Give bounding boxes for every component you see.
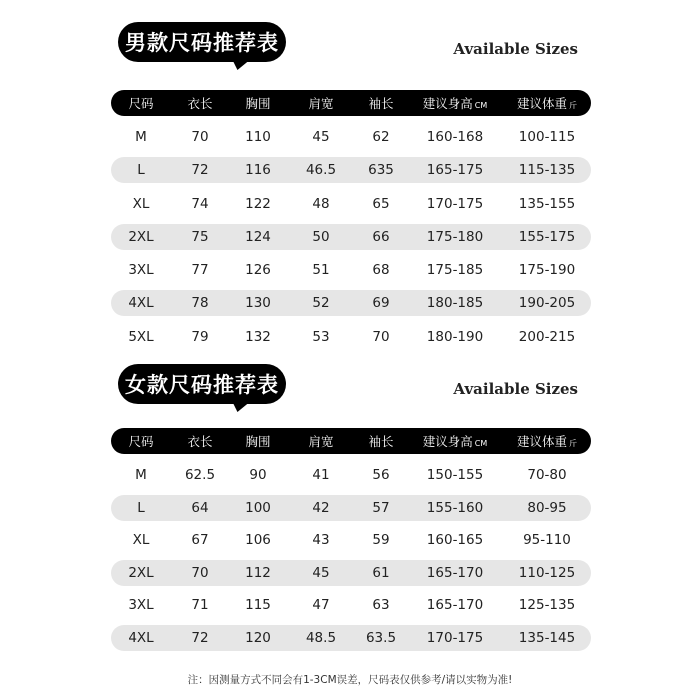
cell-size: 3XL	[128, 262, 154, 279]
cell-weight: 155-175	[518, 228, 576, 245]
women-title-bubble	[118, 364, 286, 404]
cell-sleeve: 63.5	[365, 629, 397, 646]
cell-chest: 120	[245, 629, 271, 646]
cell-length: 74	[191, 195, 209, 212]
cell-sleeve: 56	[372, 467, 390, 483]
cell-shoulder: 43	[312, 532, 330, 548]
women-available-sizes: Available Sizes	[453, 380, 578, 398]
cell-length: 67	[191, 532, 209, 548]
cell-height: 160-165	[426, 532, 484, 548]
cell-chest: 116	[245, 162, 271, 179]
header-size: 尺码	[128, 434, 154, 449]
women-title: 女款尺码推荐表	[125, 373, 279, 397]
cell-length: 70	[191, 129, 209, 145]
cell-weight: 80-95	[527, 499, 567, 516]
men-title-bubble	[118, 22, 286, 62]
cell-chest: 106	[245, 532, 271, 548]
cell-sleeve: 70	[372, 328, 390, 345]
cell-chest: 132	[245, 328, 271, 345]
men-size-table	[111, 90, 591, 357]
cell-height: 170-175	[426, 195, 484, 212]
cell-size: 4XL	[128, 629, 154, 646]
cell-shoulder: 48	[312, 195, 330, 212]
table-row	[111, 560, 591, 586]
cell-length: 79	[191, 328, 209, 345]
women-size-table	[111, 428, 591, 657]
table-row	[111, 495, 591, 521]
cell-size: M	[135, 129, 147, 145]
cell-chest: 124	[245, 228, 271, 245]
cell-height: 165-175	[426, 162, 484, 179]
cell-height: 170-175	[426, 629, 484, 646]
cell-shoulder: 48.5	[305, 629, 337, 646]
cell-shoulder: 53	[312, 328, 330, 345]
cell-length: 62.5	[184, 467, 216, 483]
speech-tail-icon	[225, 398, 254, 412]
header-length: 衣长	[187, 434, 213, 449]
cell-shoulder: 50	[312, 228, 330, 245]
cell-sleeve: 57	[372, 499, 390, 516]
cell-chest: 115	[245, 597, 271, 613]
cell-chest: 130	[245, 295, 271, 312]
cell-sleeve: 62	[372, 129, 390, 145]
cell-chest: 126	[245, 262, 271, 279]
cell-size: XL	[132, 195, 150, 212]
cell-chest: 122	[245, 195, 271, 212]
table-row	[111, 290, 591, 316]
cell-size: L	[137, 162, 145, 179]
footer-note: 注：因测量方式不同会有1-3CM误差，尺码表仅供参考/请以实物为准!	[187, 674, 513, 686]
table-row	[111, 224, 591, 250]
header-shoulder: 肩宽	[308, 96, 334, 111]
cell-length: 75	[191, 228, 209, 245]
cell-height: 160-168	[426, 129, 484, 145]
cell-length: 77	[191, 262, 209, 279]
cell-height: 165-170	[426, 564, 484, 581]
cell-size: 2XL	[128, 228, 154, 245]
cell-height: 175-180	[426, 228, 484, 245]
header-size: 尺码	[128, 96, 154, 111]
table-row	[111, 592, 591, 618]
cell-shoulder: 45	[312, 129, 330, 145]
cell-weight: 135-145	[518, 629, 576, 646]
header-length: 衣长	[187, 96, 213, 111]
cell-weight: 95-110	[523, 532, 571, 548]
table-row	[111, 527, 591, 553]
table-row	[111, 625, 591, 651]
cell-weight: 135-155	[518, 195, 576, 212]
cell-sleeve: 635	[368, 162, 394, 179]
header-shoulder: 肩宽	[308, 434, 334, 449]
table-row	[111, 257, 591, 283]
cell-height: 165-170	[426, 597, 484, 613]
cell-sleeve: 61	[372, 564, 390, 581]
cell-sleeve: 65	[372, 195, 390, 212]
cell-weight: 100-115	[518, 129, 576, 145]
cell-size: 2XL	[128, 564, 154, 581]
men-available-sizes: Available Sizes	[453, 40, 578, 58]
cell-weight: 200-215	[518, 328, 576, 345]
cell-length: 72	[191, 162, 209, 179]
table-row	[111, 157, 591, 183]
header-height: 建议身高 CM	[422, 96, 488, 111]
cell-height: 180-190	[426, 328, 484, 345]
cell-shoulder: 41	[312, 467, 330, 483]
cell-shoulder: 45	[312, 564, 330, 581]
men-title: 男款尺码推荐表	[125, 31, 279, 55]
cell-length: 64	[191, 499, 209, 516]
cell-height: 180-185	[426, 295, 484, 312]
cell-weight: 110-125	[518, 564, 576, 581]
cell-chest: 110	[245, 129, 271, 145]
table-header	[111, 428, 591, 454]
table-row	[111, 324, 591, 350]
header-weight: 建议体重 斤	[516, 96, 577, 111]
cell-weight: 70-80	[527, 467, 567, 483]
cell-chest: 90	[249, 467, 267, 483]
cell-sleeve: 66	[372, 228, 390, 245]
cell-length: 72	[191, 629, 209, 646]
cell-size: 5XL	[128, 328, 154, 345]
cell-size: 4XL	[128, 295, 154, 312]
header-weight: 建议体重 斤	[516, 434, 577, 449]
cell-chest: 100	[245, 499, 271, 516]
cell-weight: 190-205	[518, 295, 576, 312]
header-chest: 胸围	[245, 434, 271, 449]
header-sleeve: 袖长	[368, 96, 394, 111]
table-row	[111, 191, 591, 217]
cell-shoulder: 51	[312, 262, 330, 279]
cell-length: 70	[191, 564, 209, 581]
cell-shoulder: 46.5	[305, 162, 337, 179]
cell-shoulder: 47	[312, 597, 330, 613]
cell-length: 71	[191, 597, 209, 613]
table-header	[111, 90, 591, 116]
cell-chest: 112	[245, 564, 271, 581]
cell-size: L	[137, 499, 145, 516]
cell-weight: 125-135	[518, 597, 576, 613]
cell-sleeve: 69	[372, 295, 390, 312]
table-row	[111, 124, 591, 150]
cell-shoulder: 42	[312, 499, 330, 516]
cell-weight: 115-135	[518, 162, 576, 179]
header-chest: 胸围	[245, 96, 271, 111]
table-row	[111, 462, 591, 488]
cell-sleeve: 63	[372, 597, 390, 613]
cell-height: 150-155	[426, 467, 484, 483]
cell-length: 78	[191, 295, 209, 312]
header-height: 建议身高 CM	[422, 434, 488, 449]
cell-height: 155-160	[426, 499, 484, 516]
cell-sleeve: 59	[372, 532, 390, 548]
cell-size: XL	[132, 532, 150, 548]
cell-size: M	[135, 467, 147, 483]
cell-weight: 175-190	[518, 262, 576, 279]
cell-shoulder: 52	[312, 295, 330, 312]
cell-height: 175-185	[426, 262, 484, 279]
cell-size: 3XL	[128, 597, 154, 613]
speech-tail-icon	[225, 56, 254, 70]
cell-sleeve: 68	[372, 262, 390, 279]
header-sleeve: 袖长	[368, 434, 394, 449]
